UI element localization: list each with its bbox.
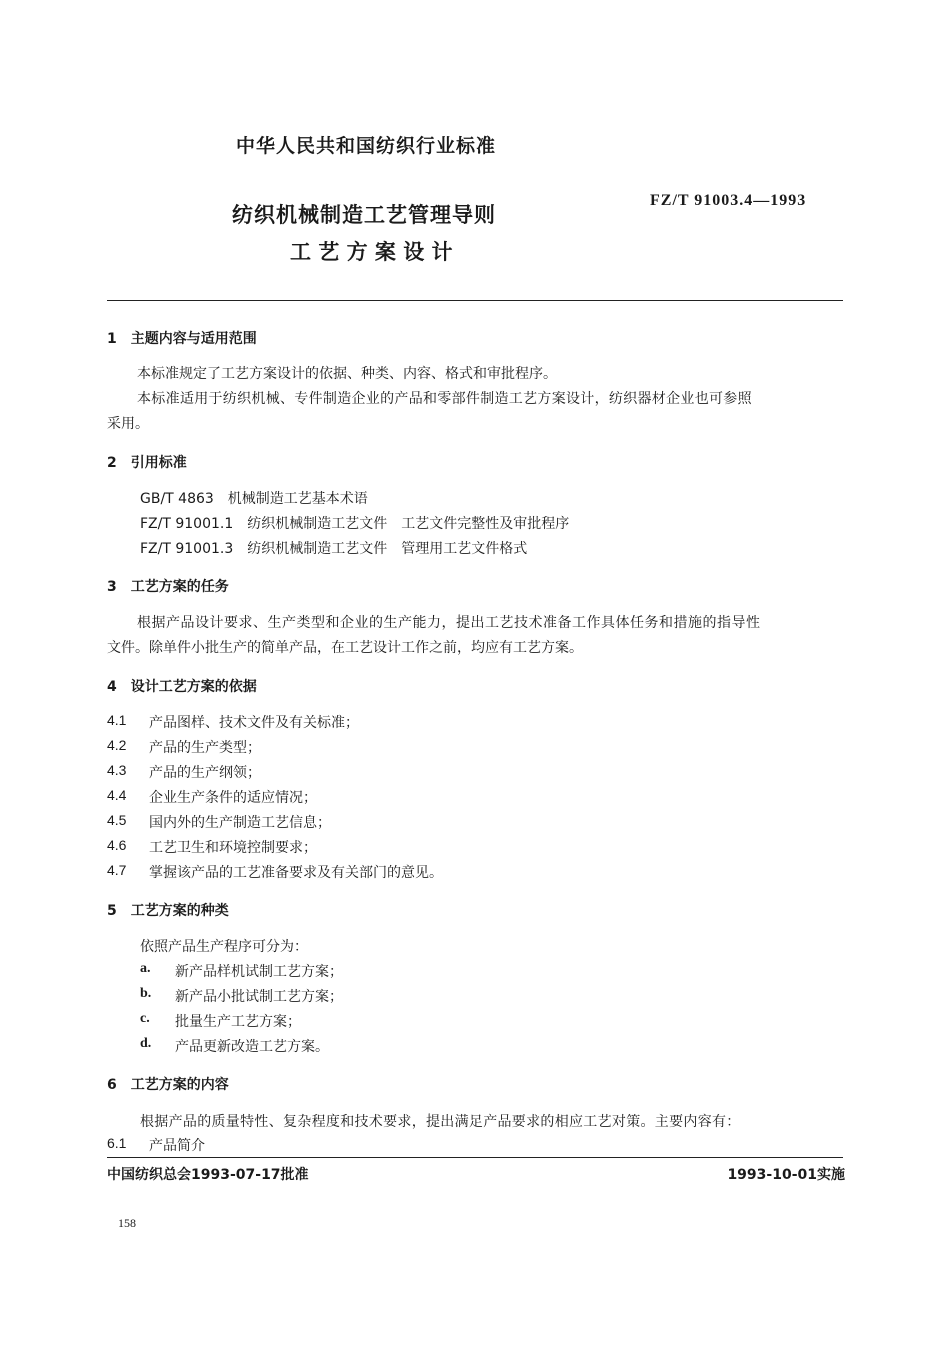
- list-item-number: 4.3: [107, 762, 127, 778]
- list-item-text: 企业生产条件的适应情况；: [149, 790, 317, 806]
- effective-date: 1993-10-01实施: [727, 1167, 845, 1183]
- list-item-number: 4.5: [107, 812, 127, 828]
- standard-number: FZ/T 91003.4—1993: [650, 192, 807, 209]
- list-item-number: 4.4: [107, 787, 127, 803]
- list-item-text: 国内外的生产制造工艺信息；: [149, 815, 331, 831]
- list-item-number: 4.2: [107, 737, 127, 753]
- section-6-heading: 6 工艺方案的内容: [107, 1077, 229, 1093]
- section-5-intro: 依照产品生产程序可分为：: [140, 939, 308, 955]
- section-3-heading: 3 工艺方案的任务: [107, 579, 229, 595]
- list-item-text: 新产品样机试制工艺方案；: [175, 964, 343, 980]
- list-item-letter: d.: [140, 1036, 152, 1051]
- list-item-number: 4.7: [107, 862, 127, 878]
- org-title: 中华人民共和国纺织行业标准: [236, 135, 497, 157]
- section-4-heading: 4 设计工艺方案的依据: [107, 679, 257, 695]
- list-item-text: 批量生产工艺方案；: [175, 1014, 301, 1030]
- section-1-paragraph: 本标准适用于纺织机械、专件制造企业的产品和零部件制造工艺方案设计，纺织器材企业也可参照: [137, 391, 752, 407]
- list-item-number: 6.1: [107, 1135, 127, 1151]
- list-item-text: 掌握该产品的工艺准备要求及有关部门的意见。: [149, 865, 443, 881]
- list-item-letter: c.: [140, 1011, 150, 1026]
- section-3-paragraph: 根据产品设计要求、生产类型和企业的生产能力，提出工艺技术准备工作具体任务和措施的指导性: [137, 615, 761, 631]
- list-item-letter: a.: [140, 961, 151, 976]
- section-3-paragraph: 文件。除单件小批生产的简单产品，在工艺设计工作之前，均应有工艺方案。: [107, 640, 583, 656]
- section-1-paragraph: 采用。: [107, 416, 149, 432]
- section-1-paragraph: 本标准规定了工艺方案设计的依据、种类、内容、格式和审批程序。: [137, 366, 557, 382]
- reference-item: GB/T 4863 机械制造工艺基本术语: [140, 491, 368, 507]
- approval-date: 中国纺织总会1993-07-17批准: [107, 1167, 309, 1183]
- list-item-letter: b.: [140, 986, 152, 1001]
- reference-item: FZ/T 91001.3 纺织机械制造工艺文件 管理用工艺文件格式: [140, 541, 528, 557]
- list-item-text: 产品更新改造工艺方案。: [175, 1039, 329, 1055]
- list-item-text: 产品图样、技术文件及有关标准；: [149, 715, 359, 731]
- list-item-text: 产品的生产纲领；: [149, 765, 261, 781]
- section-1-heading: 1 主题内容与适用范围: [107, 331, 257, 347]
- doc-title: 纺织机械制造工艺管理导则: [232, 203, 496, 227]
- reference-item: FZ/T 91001.1 纺织机械制造工艺文件 工艺文件完整性及审批程序: [140, 516, 570, 532]
- footer-divider: [107, 1157, 843, 1158]
- list-item-number: 4.6: [107, 837, 127, 853]
- section-6-paragraph: 根据产品的质量特性、复杂程度和技术要求，提出满足产品要求的相应工艺对策。主要内容有：: [140, 1114, 741, 1130]
- list-item-text: 产品简介: [149, 1138, 205, 1154]
- doc-subtitle: 工 艺 方 案 设 计: [290, 240, 453, 264]
- list-item-text: 新产品小批试制工艺方案；: [175, 989, 343, 1005]
- list-item-text: 工艺卫生和环境控制要求；: [149, 840, 317, 856]
- section-5-heading: 5 工艺方案的种类: [107, 903, 229, 919]
- section-2-heading: 2 引用标准: [107, 455, 187, 471]
- list-item-number: 4.1: [107, 712, 127, 728]
- page-number: 158: [118, 1216, 136, 1230]
- header-divider: [107, 300, 843, 301]
- list-item-text: 产品的生产类型；: [149, 740, 261, 756]
